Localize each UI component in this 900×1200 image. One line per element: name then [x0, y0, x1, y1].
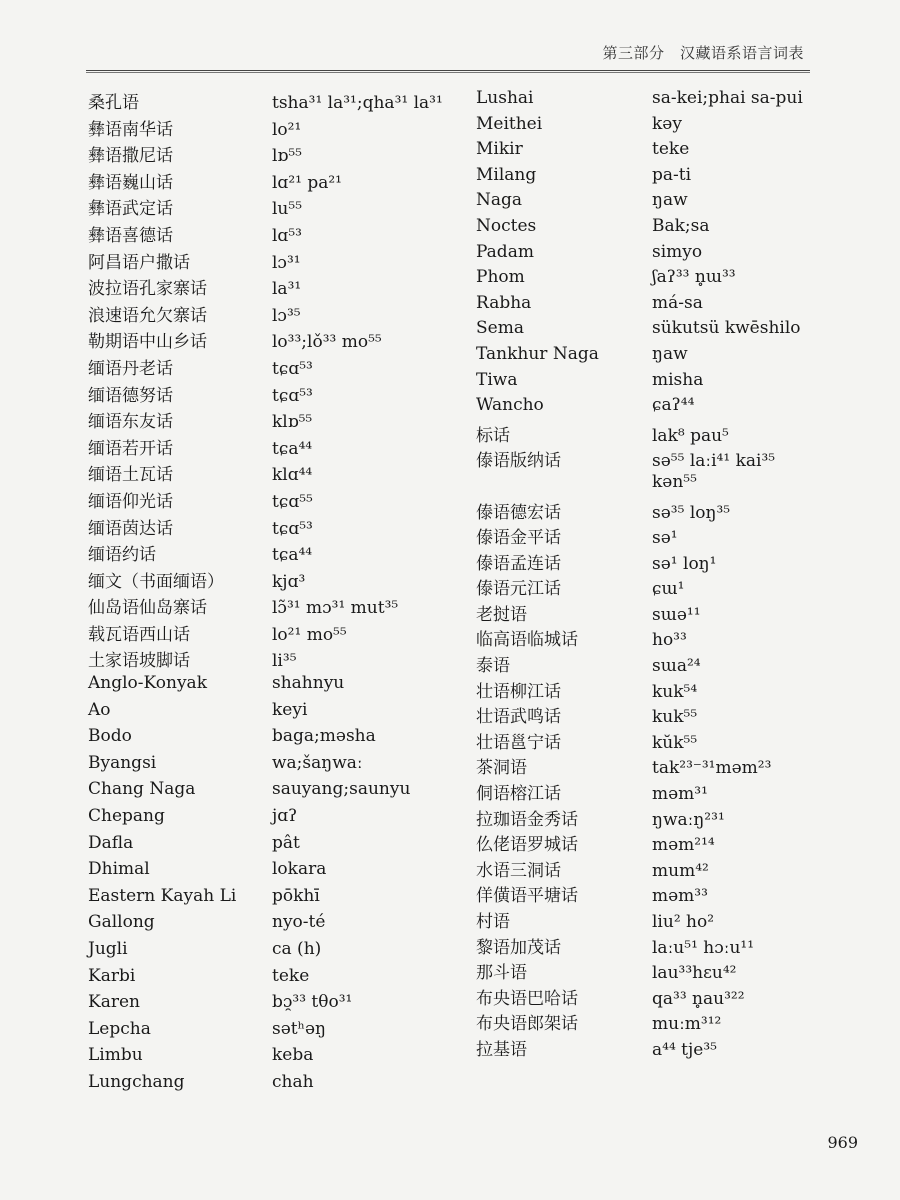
language-name: Lepcha — [88, 1018, 151, 1039]
language-name: Dhimal — [88, 859, 150, 880]
word-form: ɕaʔ⁴⁴ — [652, 395, 695, 416]
language-name: 缅文（书面缅语） — [88, 571, 224, 592]
word-form: tɕɑ⁵³ — [272, 518, 313, 539]
word-form: lɔ³⁵ — [272, 305, 301, 326]
language-name: 水语三洞话 — [476, 860, 561, 881]
word-form: kuk⁵⁵ — [652, 707, 698, 728]
word-entry — [88, 779, 468, 806]
word-form: lu⁵⁵ — [272, 199, 303, 220]
word-entry — [476, 958, 836, 984]
word-form: pa-ti — [652, 164, 692, 185]
word-form: pōkhī — [272, 885, 320, 906]
word-form: jɑʔ — [272, 806, 298, 827]
word-form: sükutsü kwēshilo — [652, 318, 801, 339]
word-form: lɔ³¹ — [272, 252, 301, 273]
word-entry — [476, 933, 836, 959]
word-form: lokara — [272, 859, 327, 880]
word-form: muːm³¹² — [652, 1014, 722, 1035]
language-name: Eastern Kayah Li — [88, 885, 237, 906]
word-form: kən⁵⁵ — [652, 471, 697, 492]
word-entry — [88, 806, 468, 833]
word-form: klɒ⁵⁵ — [272, 412, 313, 433]
language-name: 缅语德努话 — [88, 385, 173, 406]
header-rule-secondary — [86, 72, 810, 73]
word-entry — [476, 600, 836, 626]
language-name: Phom — [476, 267, 525, 288]
word-form: liu² ho² — [652, 912, 715, 932]
word-entry — [476, 728, 836, 754]
language-name: 缅语茵达话 — [88, 518, 173, 539]
word-entry — [88, 460, 468, 487]
word-form: lɔ̃³¹ mɔ³¹ mut³⁵ — [272, 598, 399, 619]
word-form: sə⁵⁵ laːi⁴¹ kai³⁵ — [652, 451, 776, 472]
word-form: lo³³;lǒ³³ mo⁵⁵ — [272, 332, 382, 353]
language-name: 临高语临城话 — [476, 630, 578, 651]
word-entry — [88, 381, 468, 408]
language-name: Milang — [476, 164, 537, 185]
word-form: a⁴⁴ tje³⁵ — [652, 1039, 717, 1060]
language-name: 缅语东友话 — [88, 412, 173, 433]
language-name: 傣语版纳话 — [476, 451, 561, 472]
word-form: laːu⁵¹ hɔːu¹¹ — [652, 937, 755, 958]
left-column — [88, 88, 468, 1099]
word-form: ca (h) — [272, 939, 322, 959]
word-form: teke — [272, 965, 310, 986]
language-name: 傣语金平话 — [476, 528, 561, 549]
language-name: 阿昌语户撒话 — [88, 252, 190, 273]
word-entry — [88, 434, 468, 461]
word-entry — [476, 753, 836, 779]
word-form: tɕa⁴⁴ — [272, 545, 313, 566]
word-form: ɕɯ¹ — [652, 579, 685, 600]
word-entry — [476, 805, 836, 831]
word-entry — [476, 625, 836, 651]
word-form: la³¹ — [272, 279, 302, 300]
word-entry — [88, 912, 468, 939]
language-name: Bodo — [88, 726, 132, 747]
word-form: ho³³ — [652, 630, 687, 651]
word-entry — [88, 115, 468, 142]
language-name: 彝语巍山话 — [88, 172, 173, 193]
word-form: shahnyu — [272, 673, 345, 694]
language-name: 彝语南华话 — [88, 119, 173, 140]
word-entry — [88, 540, 468, 567]
language-name: 壮语邕宁话 — [476, 732, 561, 753]
language-name: 傣语孟连话 — [476, 553, 561, 574]
word-form: li³⁵ — [272, 651, 297, 672]
language-name: 缅语仰光话 — [88, 491, 173, 512]
word-entry — [88, 593, 468, 620]
language-name: Chepang — [88, 806, 165, 827]
language-name: 彝语撒尼话 — [88, 146, 173, 167]
word-form: tak²³⁻³¹məm²³ — [652, 758, 772, 779]
word-form: məm²¹⁴ — [652, 835, 715, 856]
language-name: Karen — [88, 992, 140, 1013]
word-entry — [476, 1009, 836, 1035]
language-name: Rabha — [476, 292, 532, 313]
word-entry — [88, 221, 468, 248]
word-form: tɕɑ⁵⁵ — [272, 491, 313, 512]
language-name: 彝语武定话 — [88, 199, 173, 220]
language-name: Limbu — [88, 1045, 143, 1066]
word-entry — [88, 194, 468, 221]
word-form: kjɑ³ — [272, 571, 306, 592]
word-form: lo²¹ mo⁵⁵ — [272, 624, 347, 645]
word-entry — [476, 549, 836, 575]
word-entry — [88, 673, 468, 700]
word-entry — [476, 1035, 836, 1061]
word-entry — [88, 567, 468, 594]
word-form: tɕɑ⁵³ — [272, 385, 313, 406]
language-name: 佯僙语平塘话 — [476, 886, 578, 907]
word-form: kŭk⁵⁵ — [652, 732, 698, 753]
word-entry — [476, 907, 836, 933]
language-name: 浪速语允欠寨话 — [88, 305, 207, 326]
word-entry — [476, 472, 836, 498]
word-entry — [88, 700, 468, 727]
word-form: kəy — [652, 113, 682, 134]
word-form: məm³³ — [652, 886, 708, 907]
word-form: sə³⁵ loŋ³⁵ — [652, 502, 731, 523]
word-entry — [476, 421, 836, 447]
language-name: 布央语郎架话 — [476, 1014, 578, 1035]
word-form: lak⁸ pau⁵ — [652, 425, 729, 446]
language-name: Anglo-Konyak — [88, 673, 207, 694]
word-entry — [476, 139, 836, 165]
word-entry — [88, 966, 468, 993]
word-entry — [476, 293, 836, 319]
word-form: nyo-té — [272, 912, 326, 933]
word-entry — [476, 677, 836, 703]
language-name: Chang Naga — [88, 779, 196, 800]
word-entry — [476, 702, 836, 728]
word-form: klɑ⁴⁴ — [272, 465, 313, 486]
word-entry — [88, 487, 468, 514]
language-name: 彝语喜德话 — [88, 225, 173, 246]
word-form: lɑ⁵³ — [272, 225, 302, 246]
word-entry — [88, 274, 468, 301]
word-entry — [88, 992, 468, 1019]
word-entry — [88, 833, 468, 860]
language-name: 仫佬语罗城话 — [476, 835, 578, 856]
word-form: mum⁴² — [652, 860, 709, 881]
word-form: sɯə¹¹ — [652, 604, 701, 625]
word-form: baga;məsha — [272, 726, 376, 747]
language-name: Tiwa — [476, 369, 518, 390]
word-entry — [476, 651, 836, 677]
word-form: bɔ̯³³ tθo³¹ — [272, 992, 353, 1013]
language-name: 泰语 — [476, 656, 510, 677]
word-form: sa-kei;phai sa-pui — [652, 88, 803, 108]
word-form: ʃaʔ³³ n̥ɯ³³ — [652, 267, 736, 288]
language-name: 老挝语 — [476, 604, 527, 625]
language-name: 傣语德宏话 — [476, 502, 561, 523]
language-name: 土家语坡脚话 — [88, 651, 190, 672]
word-form: lɑ²¹ pa²¹ — [272, 172, 343, 193]
word-entry — [476, 344, 836, 370]
language-name: Padam — [476, 241, 534, 262]
language-name: 村语 — [476, 912, 510, 932]
word-entry — [476, 190, 836, 216]
word-form: keba — [272, 1045, 314, 1066]
word-entry — [476, 165, 836, 191]
language-name: 壮语柳江话 — [476, 681, 561, 702]
word-form: kuk⁵⁴ — [652, 681, 698, 702]
word-entry — [88, 168, 468, 195]
word-entry — [476, 830, 836, 856]
language-name: 那斗语 — [476, 963, 527, 984]
word-form: ŋaw — [652, 190, 688, 211]
word-entry — [88, 753, 468, 780]
word-entry — [88, 646, 468, 673]
word-entry — [476, 88, 836, 114]
word-entry — [88, 88, 468, 115]
word-form: má-sa — [652, 292, 703, 313]
language-name: 波拉语孔家寨话 — [88, 279, 207, 300]
language-name: Wancho — [476, 395, 544, 416]
word-form: wa;šaŋwaː — [272, 752, 363, 773]
word-entry — [88, 620, 468, 647]
word-entry — [88, 248, 468, 275]
word-form: ŋaw — [652, 343, 688, 364]
language-name: 缅语土瓦话 — [88, 465, 173, 486]
word-entry — [88, 1045, 468, 1072]
word-entry — [476, 498, 836, 524]
word-entry — [88, 1019, 468, 1046]
word-form: misha — [652, 369, 704, 390]
word-entry — [476, 779, 836, 805]
language-name: 布央语巴哈话 — [476, 988, 578, 1009]
word-entry — [476, 881, 836, 907]
language-name: 拉珈语金秀话 — [476, 809, 578, 830]
word-entry — [476, 318, 836, 344]
word-entry — [88, 301, 468, 328]
language-name: Lushai — [476, 88, 534, 108]
word-form: keyi — [272, 699, 308, 720]
language-name: 黎语加茂话 — [476, 937, 561, 958]
language-name: 侗语榕江话 — [476, 784, 561, 805]
language-name: 勒期语中山乡话 — [88, 332, 207, 353]
language-name: 载瓦语西山话 — [88, 624, 190, 645]
word-form: sə¹ loŋ¹ — [652, 553, 717, 574]
word-entry — [476, 267, 836, 293]
language-name: 缅语丹老话 — [88, 358, 173, 379]
word-entry — [476, 574, 836, 600]
language-name: Meithei — [476, 113, 543, 134]
word-entry — [88, 141, 468, 168]
language-name: 标话 — [476, 425, 510, 446]
language-name: Lungchang — [88, 1071, 185, 1092]
word-entry — [88, 886, 468, 913]
word-form: teke — [652, 139, 690, 160]
word-form: simyo — [652, 241, 703, 262]
word-entry — [476, 114, 836, 140]
word-entry — [88, 514, 468, 541]
language-name: 拉基语 — [476, 1039, 527, 1060]
language-name: Ao — [88, 699, 111, 720]
right-column — [476, 88, 836, 1061]
language-name: Naga — [476, 190, 523, 211]
word-form: lo²¹ — [272, 119, 302, 140]
word-form: sətʰəŋ — [272, 1018, 326, 1039]
language-name: Karbi — [88, 965, 136, 986]
word-entry — [88, 726, 468, 753]
word-entry — [476, 395, 836, 421]
word-entry — [476, 216, 836, 242]
language-name: 仙岛语仙岛寨话 — [88, 598, 207, 619]
word-entry — [476, 984, 836, 1010]
page-number: 969 — [827, 1133, 858, 1152]
word-entry — [88, 327, 468, 354]
header-rule — [86, 70, 810, 71]
word-form: sə¹ — [652, 528, 678, 549]
language-name: 傣语元江话 — [476, 579, 561, 600]
word-form: tɕɑ⁵³ — [272, 358, 313, 379]
word-entry — [88, 939, 468, 966]
language-name: Dafla — [88, 832, 134, 853]
word-form: lɒ⁵⁵ — [272, 146, 302, 167]
language-name: Noctes — [476, 215, 537, 236]
language-name: Tankhur Naga — [476, 343, 599, 364]
word-form: Bak;sa — [652, 215, 710, 236]
language-name: Mikir — [476, 139, 523, 160]
running-header: 第三部分 汉藏语系语言词表 — [602, 44, 804, 62]
language-name: 茶洞语 — [476, 758, 527, 779]
word-entry — [88, 354, 468, 381]
word-entry — [88, 407, 468, 434]
word-form: sauyang;saunyu — [272, 779, 411, 800]
word-form: ŋwaːŋ²³¹ — [652, 809, 725, 830]
word-form: sɯa²⁴ — [652, 656, 701, 677]
language-name: 缅语若开话 — [88, 438, 173, 459]
word-entry — [88, 859, 468, 886]
language-name: Sema — [476, 318, 524, 339]
language-name: Byangsi — [88, 752, 157, 773]
word-entry — [476, 242, 836, 268]
word-form: chah — [272, 1071, 314, 1092]
word-entry — [476, 523, 836, 549]
language-name: Jugli — [88, 939, 128, 959]
language-name: 壮语武鸣话 — [476, 707, 561, 728]
word-form: tsha³¹ la³¹;qha³¹ la³¹ — [272, 93, 443, 113]
word-entry — [476, 370, 836, 396]
word-entry — [88, 1072, 468, 1099]
word-form: lau³³hɛu⁴² — [652, 963, 737, 984]
word-entry — [476, 856, 836, 882]
word-entry — [476, 446, 836, 472]
language-name: 桑孔语 — [88, 93, 139, 113]
language-name: Gallong — [88, 912, 155, 933]
word-form: pât — [272, 832, 300, 853]
word-form: tɕa⁴⁴ — [272, 438, 313, 459]
word-form: qa³³ n̥au³²² — [652, 988, 745, 1009]
word-form: məm³¹ — [652, 784, 708, 805]
language-name: 缅语约话 — [88, 545, 156, 566]
